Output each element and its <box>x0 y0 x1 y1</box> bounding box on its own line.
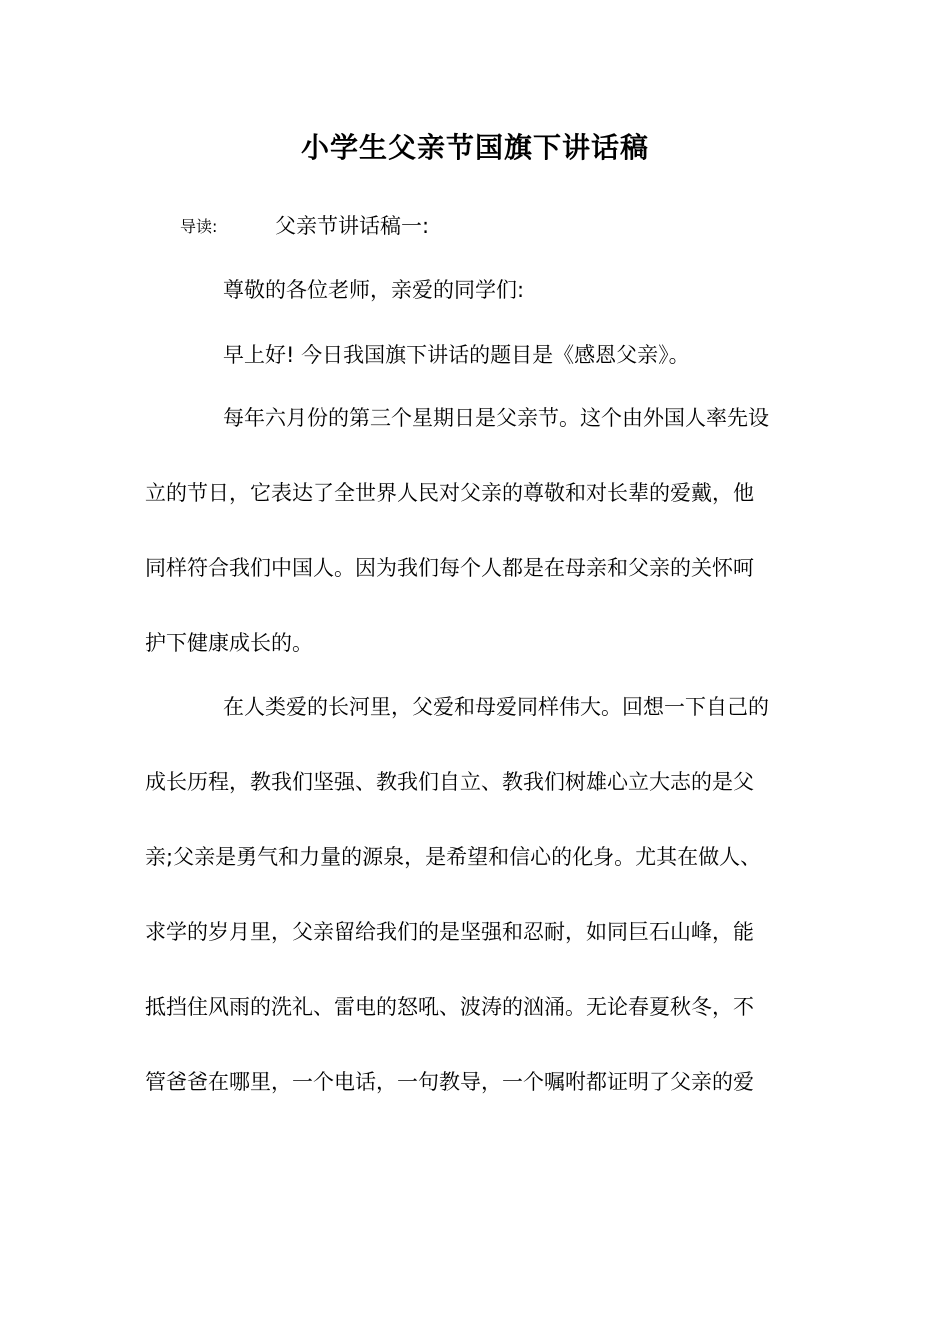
paragraph-line: 成长历程，教我们坚强、教我们自立、教我们树雄心立大志的是父 <box>145 770 754 794</box>
paragraph-line: 在人类爱的长河里，父爱和母爱同样伟大。回想一下自己的 <box>223 695 769 719</box>
intro-text: 父亲节讲话稿一: <box>275 214 430 238</box>
paragraph-line: 护下健康成长的。 <box>145 631 313 655</box>
paragraph-line: 管爸爸在哪里，一个电话，一句教导，一个嘱咐都证明了父亲的爱 <box>145 1070 754 1094</box>
intro-label: 导读: <box>180 217 218 236</box>
paragraph-line: 抵挡住风雨的洗礼、雷电的怒吼、波涛的汹涌。无论春夏秋冬，不 <box>145 995 754 1019</box>
paragraph-line: 亲;父亲是勇气和力量的源泉，是希望和信心的化身。尤其在做人、 <box>145 845 762 869</box>
salutation: 尊敬的各位老师，亲爱的同学们: <box>223 278 525 302</box>
document-title: 小学生父亲节国旗下讲话稿 <box>300 131 649 164</box>
paragraph-line: 同样符合我们中国人。因为我们每个人都是在母亲和父亲的关怀呵 <box>145 556 754 580</box>
paragraph-2 <box>145 692 825 1142</box>
paragraph-line: 立的节日，它表达了全世界人民对父亲的尊敬和对长辈的爱戴，他 <box>145 481 754 505</box>
greeting: 早上好! 今日我国旗下讲话的题目是《感恩父亲》。 <box>223 343 690 367</box>
paragraph-1 <box>145 403 825 703</box>
paragraph-line: 求学的岁月里，父亲留给我们的是坚强和忍耐，如同巨石山峰，能 <box>145 920 754 944</box>
paragraph-line: 每年六月份的第三个星期日是父亲节。这个由外国人率先设 <box>223 406 769 430</box>
